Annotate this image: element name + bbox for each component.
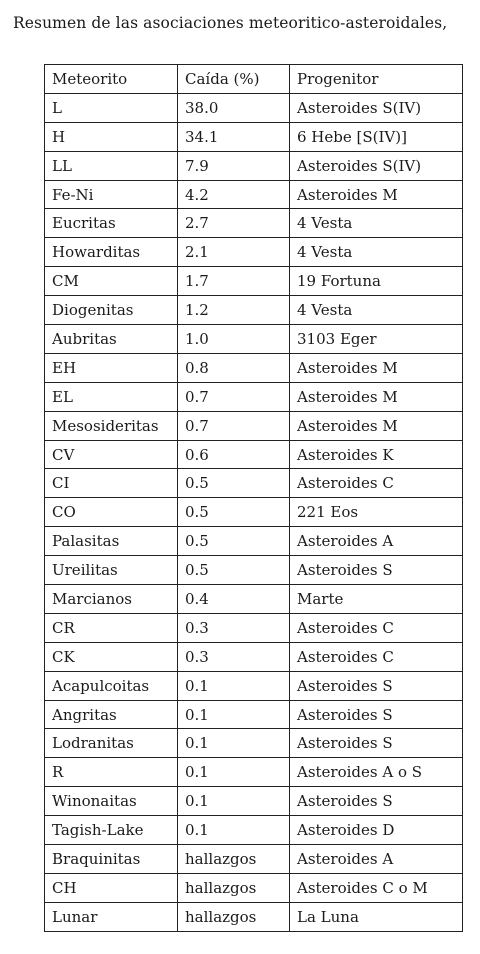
table-row	[45, 151, 463, 180]
column-header-progenitor: Progenitor	[290, 65, 463, 94]
progenitor-cell: 6 Hebe [S(IV)]	[290, 122, 463, 151]
meteorite-name-cell: H	[45, 122, 178, 151]
meteorite-name-cell: CV	[45, 440, 178, 469]
meteorite-name-cell: Angritas	[45, 700, 178, 729]
fall-percent-cell: 1.7	[178, 267, 290, 296]
table-row	[45, 758, 463, 787]
table-row	[45, 556, 463, 585]
fall-percent-cell: 0.5	[178, 556, 290, 585]
fall-percent-cell: 1.0	[178, 325, 290, 354]
progenitor-cell: Asteroides K	[290, 440, 463, 469]
table-row	[45, 411, 463, 440]
meteorite-name-cell: Winonaitas	[45, 787, 178, 816]
table-row	[45, 873, 463, 902]
table-row	[45, 845, 463, 874]
fall-percent-cell: 1.2	[178, 296, 290, 325]
table-row	[45, 671, 463, 700]
meteorite-name-cell: CM	[45, 267, 178, 296]
meteorite-name-cell: Tagish-Lake	[45, 816, 178, 845]
progenitor-cell: Asteroides S	[290, 729, 463, 758]
table-row	[45, 296, 463, 325]
fall-percent-cell: 38.0	[178, 93, 290, 122]
column-header-meteorito: Meteorito	[45, 65, 178, 94]
table-row	[45, 325, 463, 354]
fall-percent-cell: 2.1	[178, 238, 290, 267]
progenitor-cell: Asteroides A	[290, 845, 463, 874]
fall-percent-cell: 0.6	[178, 440, 290, 469]
meteorite-name-cell: Marcianos	[45, 585, 178, 614]
meteorite-name-cell: Mesosideritas	[45, 411, 178, 440]
progenitor-cell: Marte	[290, 585, 463, 614]
meteorite-name-cell: Howarditas	[45, 238, 178, 267]
meteorite-name-cell: Palasitas	[45, 527, 178, 556]
table-row	[45, 93, 463, 122]
meteorite-name-cell: CO	[45, 498, 178, 527]
table-row	[45, 353, 463, 382]
progenitor-cell: Asteroides S	[290, 700, 463, 729]
progenitor-cell: 4 Vesta	[290, 238, 463, 267]
progenitor-cell: Asteroides S(IV)	[290, 151, 463, 180]
meteorite-name-cell: CI	[45, 469, 178, 498]
table-row	[45, 498, 463, 527]
progenitor-cell: La Luna	[290, 902, 463, 931]
progenitor-cell: Asteroides M	[290, 411, 463, 440]
fall-percent-cell: 0.1	[178, 671, 290, 700]
progenitor-cell: Asteroides D	[290, 816, 463, 845]
fall-percent-cell: 0.7	[178, 411, 290, 440]
fall-percent-cell: hallazgos	[178, 902, 290, 931]
fall-percent-cell: 0.1	[178, 787, 290, 816]
header-row	[45, 65, 463, 94]
meteorite-name-cell: EL	[45, 382, 178, 411]
table-row	[45, 613, 463, 642]
progenitor-cell: Asteroides A o S	[290, 758, 463, 787]
meteorite-name-cell: CR	[45, 613, 178, 642]
progenitor-cell: 4 Vesta	[290, 209, 463, 238]
table-row	[45, 122, 463, 151]
progenitor-cell: Asteroides C o M	[290, 873, 463, 902]
table-row	[45, 816, 463, 845]
progenitor-cell: Asteroides S	[290, 787, 463, 816]
column-header-caida: Caída (%)	[178, 65, 290, 94]
meteorite-name-cell: CH	[45, 873, 178, 902]
table-row	[45, 729, 463, 758]
meteorite-name-cell: Fe-Ni	[45, 180, 178, 209]
fall-percent-cell: 4.2	[178, 180, 290, 209]
meteorite-name-cell: CK	[45, 642, 178, 671]
progenitor-cell: Asteroides M	[290, 180, 463, 209]
progenitor-cell: Asteroides M	[290, 382, 463, 411]
fall-percent-cell: 0.1	[178, 816, 290, 845]
table-body	[45, 93, 463, 931]
progenitor-cell: Asteroides C	[290, 613, 463, 642]
progenitor-cell: Asteroides S	[290, 556, 463, 585]
progenitor-cell: 4 Vesta	[290, 296, 463, 325]
progenitor-cell: Asteroides S	[290, 671, 463, 700]
fall-percent-cell: 0.7	[178, 382, 290, 411]
fall-percent-cell: 0.1	[178, 758, 290, 787]
fall-percent-cell: 0.1	[178, 700, 290, 729]
table-row	[45, 902, 463, 931]
table-row	[45, 469, 463, 498]
progenitor-cell: 3103 Eger	[290, 325, 463, 354]
table-row	[45, 209, 463, 238]
table-row	[45, 585, 463, 614]
fall-percent-cell: 34.1	[178, 122, 290, 151]
meteorite-name-cell: Braquinitas	[45, 845, 178, 874]
table-row	[45, 700, 463, 729]
table-row	[45, 180, 463, 209]
progenitor-cell: Asteroides C	[290, 469, 463, 498]
meteorite-name-cell: Ureilitas	[45, 556, 178, 585]
progenitor-cell: 221 Eos	[290, 498, 463, 527]
table-row	[45, 440, 463, 469]
progenitor-cell: Asteroides M	[290, 353, 463, 382]
progenitor-cell: Asteroides A	[290, 527, 463, 556]
fall-percent-cell: 0.3	[178, 613, 290, 642]
fall-percent-cell: 0.8	[178, 353, 290, 382]
meteorite-name-cell: EH	[45, 353, 178, 382]
table-caption: Resumen de las asociaciones meteoritico-asteroidales,	[13, 14, 448, 32]
meteorite-name-cell: L	[45, 93, 178, 122]
meteorite-name-cell: Lunar	[45, 902, 178, 931]
fall-percent-cell: 0.5	[178, 527, 290, 556]
table-row	[45, 527, 463, 556]
meteorite-association-table	[44, 64, 463, 932]
progenitor-cell: Asteroides S(IV)	[290, 93, 463, 122]
table-row	[45, 238, 463, 267]
progenitor-cell: Asteroides C	[290, 642, 463, 671]
meteorite-name-cell: R	[45, 758, 178, 787]
fall-percent-cell: 2.7	[178, 209, 290, 238]
meteorite-name-cell: Acapulcoitas	[45, 671, 178, 700]
fall-percent-cell: 0.4	[178, 585, 290, 614]
fall-percent-cell: hallazgos	[178, 845, 290, 874]
fall-percent-cell: 0.1	[178, 729, 290, 758]
progenitor-cell: 19 Fortuna	[290, 267, 463, 296]
table-row	[45, 787, 463, 816]
fall-percent-cell: 0.5	[178, 498, 290, 527]
fall-percent-cell: 0.3	[178, 642, 290, 671]
table-row	[45, 267, 463, 296]
meteorite-name-cell: Diogenitas	[45, 296, 178, 325]
meteorite-name-cell: Aubritas	[45, 325, 178, 354]
meteorite-name-cell: LL	[45, 151, 178, 180]
table-row	[45, 382, 463, 411]
fall-percent-cell: 0.5	[178, 469, 290, 498]
fall-percent-cell: 7.9	[178, 151, 290, 180]
fall-percent-cell: hallazgos	[178, 873, 290, 902]
meteorite-name-cell: Eucritas	[45, 209, 178, 238]
table-row	[45, 642, 463, 671]
meteorite-name-cell: Lodranitas	[45, 729, 178, 758]
